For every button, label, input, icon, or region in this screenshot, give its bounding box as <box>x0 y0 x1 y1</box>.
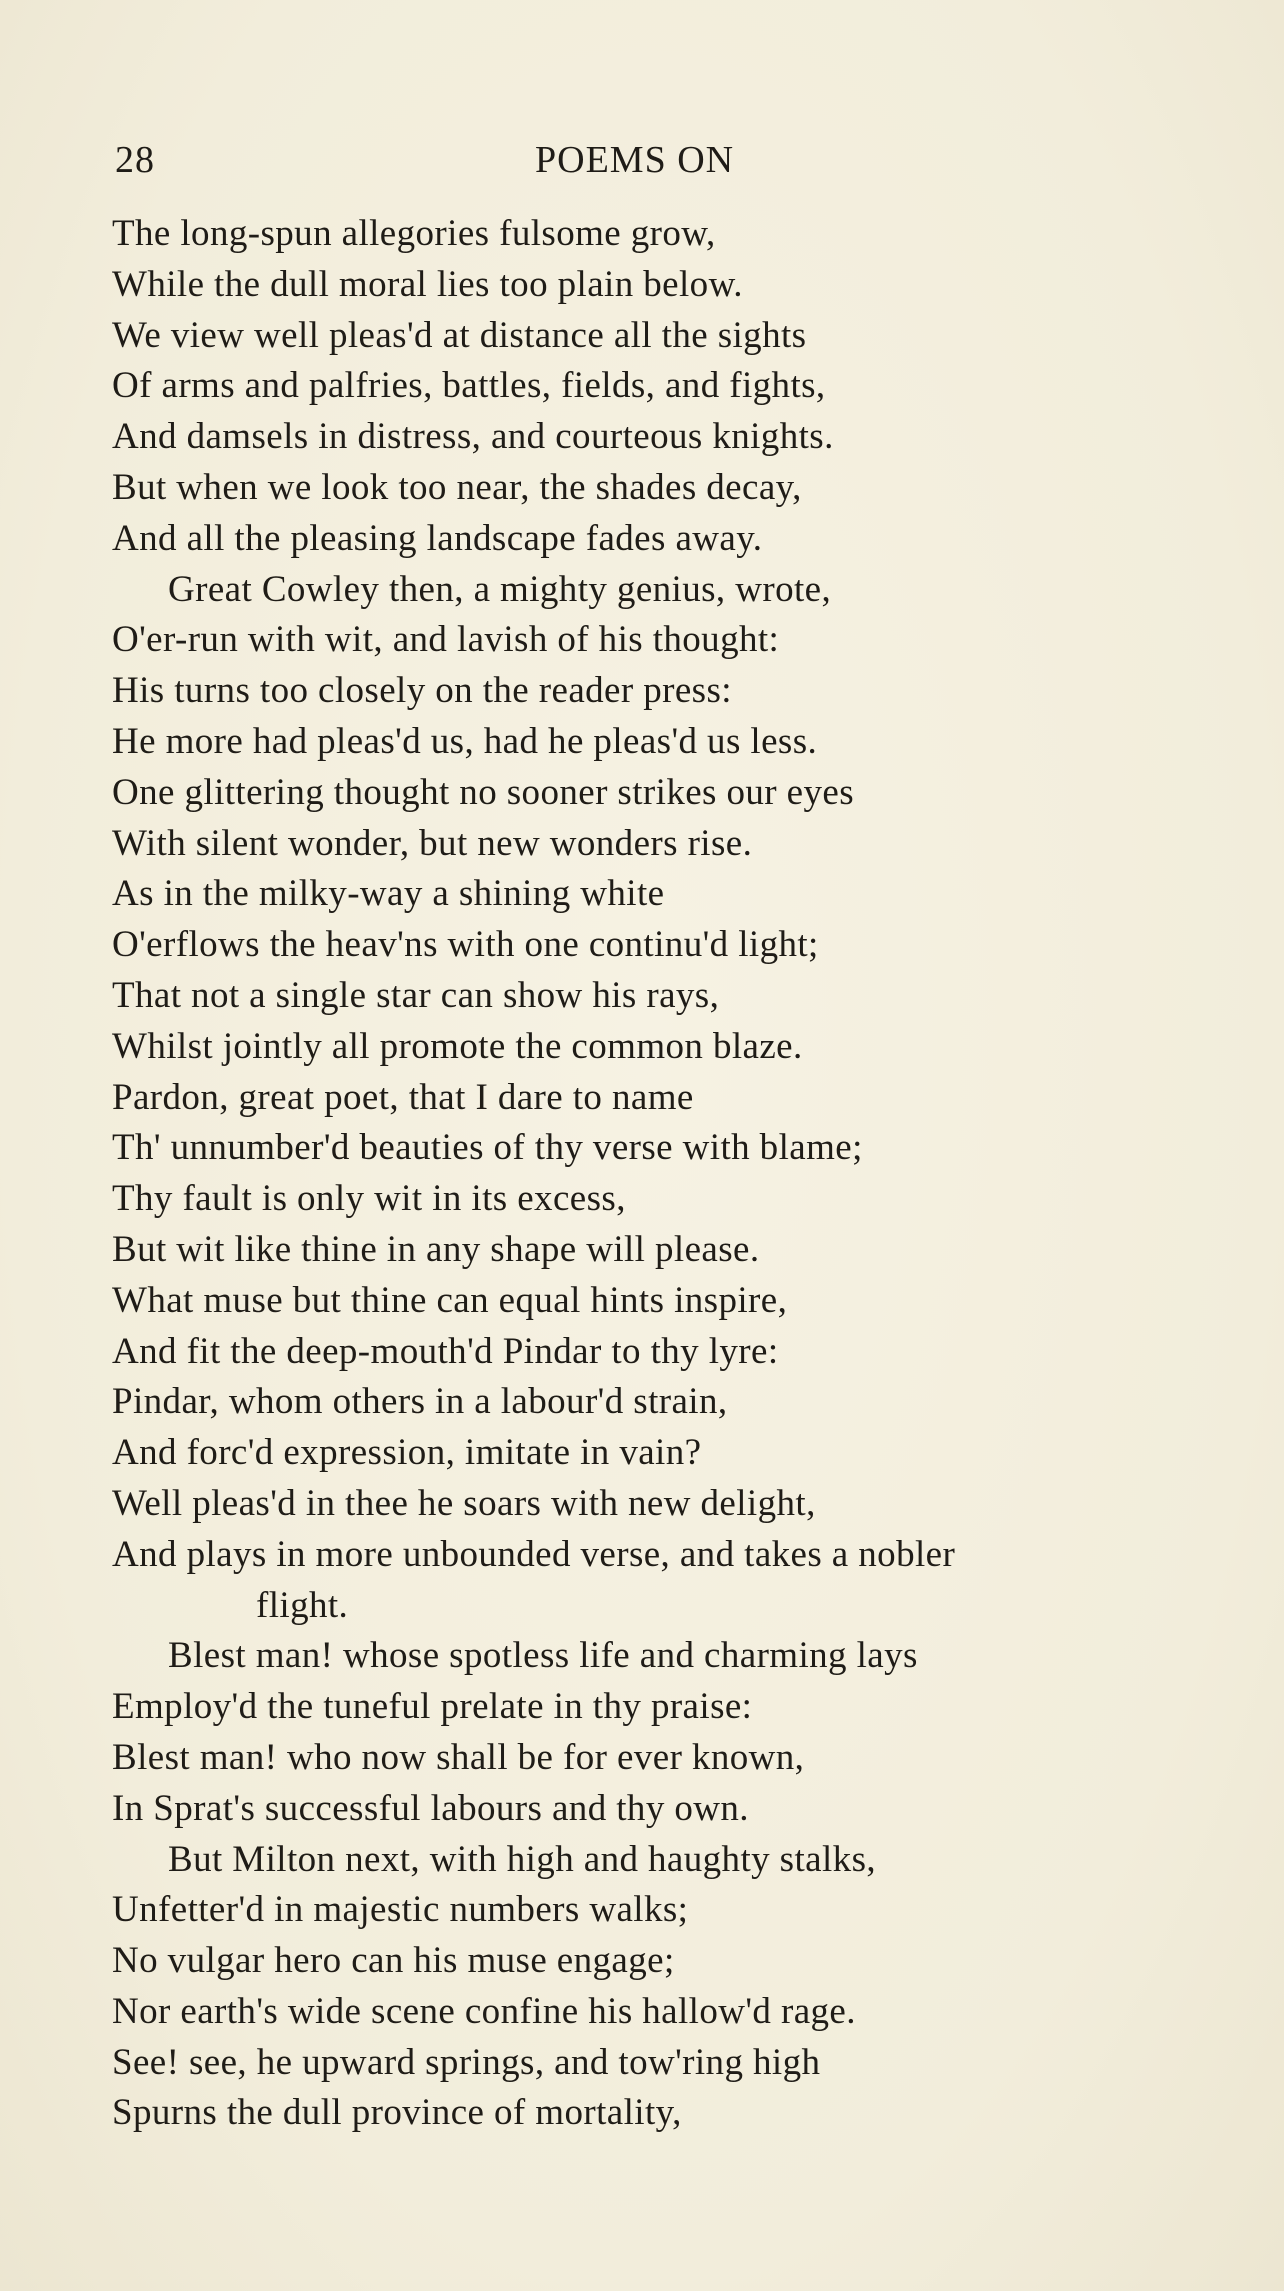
poem-line: Unfetter'd in majestic numbers walks; <box>112 1889 689 1931</box>
poem-line: Whilst jointly all promote the common blaze. <box>112 1025 803 1067</box>
poem-line: And plays in more unbounded verse, and takes a nobler <box>112 1533 956 1575</box>
poem-line: See! see, he upward springs, and tow'ring high <box>112 2041 821 2083</box>
poem-line: Of arms and palfries, battles, fields, and fights, <box>112 365 826 407</box>
poem-line: While the dull moral lies too plain below. <box>112 263 743 305</box>
poem-text <box>112 209 1242 2139</box>
page-number: 28 <box>115 139 155 181</box>
poem-line: The long-spun allegories fulsome grow, <box>112 213 716 254</box>
poem-line: Well pleas'd in thee he soars with new delight, <box>112 1482 816 1524</box>
poem-line-indented: But Milton next, with high and haughty stalks, <box>168 1838 877 1880</box>
poem-line: Blest man! who now shall be for ever known, <box>112 1736 805 1778</box>
poem-line: As in the milky-way a shining white <box>112 873 665 915</box>
poem-line: O'er-run with wit, and lavish of his thought: <box>112 619 780 661</box>
poem-line: Pardon, great poet, that I dare to name <box>112 1076 694 1118</box>
poem-line: We view well pleas'd at distance all the sights <box>112 314 807 356</box>
poem-line: Nor earth's wide scene confine his hallow'd rage. <box>112 1990 856 2032</box>
poem-line: No vulgar hero can his muse engage; <box>112 1940 675 1982</box>
poem-line-indented: Blest man! whose spotless life and charming lays <box>168 1635 918 1677</box>
poem-line: His turns too closely on the reader press: <box>112 670 732 712</box>
poem-line: Employ'd the tuneful prelate in thy praise: <box>112 1686 753 1728</box>
poem-line: He more had pleas'd us, had he pleas'd us less. <box>112 720 818 762</box>
poem-line: Th' unnumber'd beauties of thy verse with blame; <box>112 1127 863 1169</box>
poem-line: Spurns the dull province of mortality, <box>112 2092 682 2134</box>
poem-line: What muse but thine can equal hints inspire, <box>112 1279 788 1321</box>
poem-line: And fit the deep-mouth'd Pindar to thy lyre: <box>112 1330 779 1372</box>
poem-line: But wit like thine in any shape will please. <box>112 1228 760 1270</box>
poem-line-turnover: flight. <box>256 1584 349 1626</box>
running-title: POEMS ON <box>535 139 735 181</box>
poem-line: And damsels in distress, and courteous knights. <box>112 416 834 458</box>
poem-line: One glittering thought no sooner strikes our eyes <box>112 771 855 813</box>
poem-line: But when we look too near, the shades decay, <box>112 466 802 508</box>
poem-line: With silent wonder, but new wonders rise. <box>112 822 753 864</box>
poem-line: And forc'd expression, imitate in vain? <box>112 1432 702 1474</box>
poem-line: In Sprat's successful labours and thy own. <box>112 1787 749 1829</box>
poem-line-indented: Great Cowley then, a mighty genius, wrote, <box>168 568 832 610</box>
poem-line: Thy fault is only wit in its excess, <box>112 1178 626 1220</box>
poem-line: O'erflows the heav'ns with one continu'd light; <box>112 924 819 966</box>
poem-line: That not a single star can show his rays, <box>112 974 720 1016</box>
poem-line: Pindar, whom others in a labour'd strain, <box>112 1381 728 1423</box>
page-header <box>115 138 815 188</box>
poem-line: And all the pleasing landscape fades away. <box>112 517 763 559</box>
